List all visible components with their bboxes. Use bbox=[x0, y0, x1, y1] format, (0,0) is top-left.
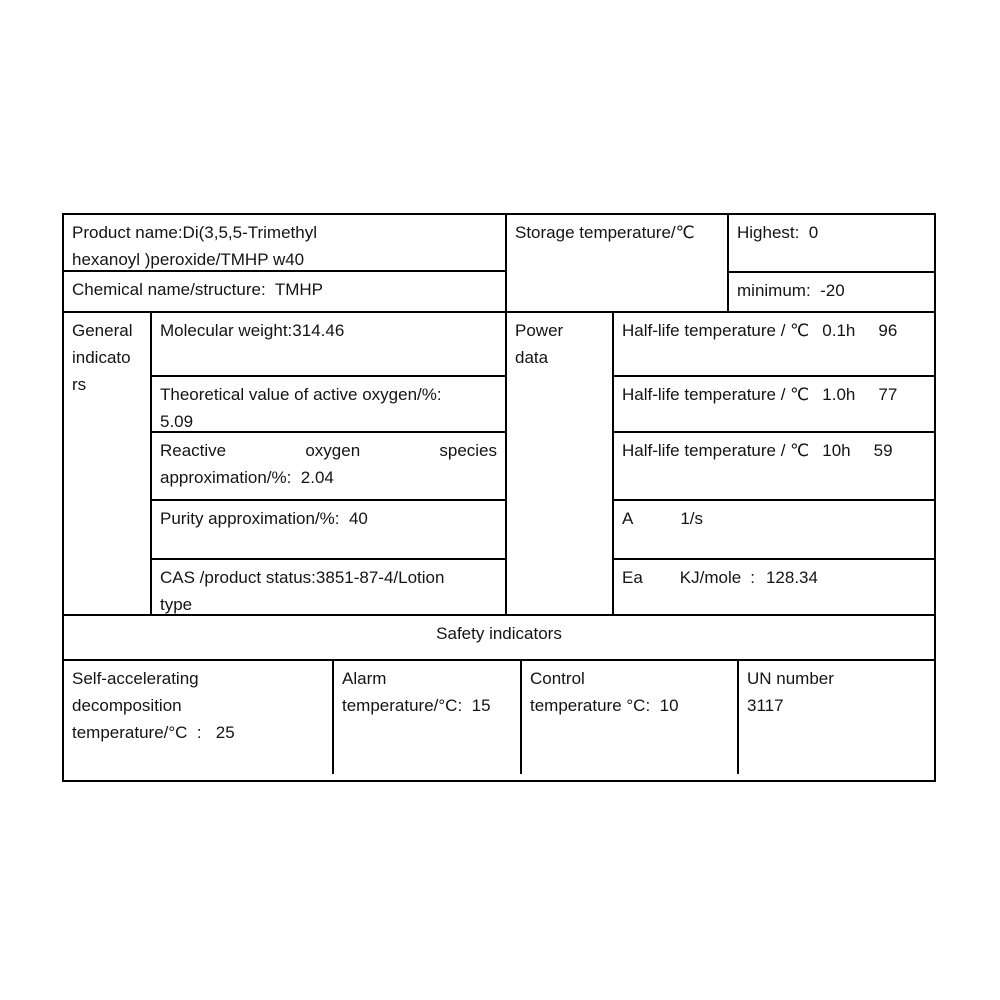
sadt-line-1: Self-accelerating bbox=[72, 669, 199, 688]
half-life-10hr-label: Half-life temperature / ℃ bbox=[622, 441, 810, 461]
cas-cell bbox=[152, 558, 505, 614]
sadt-content bbox=[64, 661, 332, 750]
product-name-line-1: Product name:Di(3,5,5-Trimethyl bbox=[72, 223, 318, 242]
column-storage-values bbox=[727, 215, 934, 311]
active-oxygen-line-1: Theoretical value of active oxygen/%: bbox=[160, 384, 442, 404]
sadt-line-3: temperature/°C : 25 bbox=[72, 723, 235, 742]
ea-cell bbox=[614, 558, 934, 614]
general-header-line-2: indicato bbox=[72, 348, 131, 367]
product-name-line-2: hexanoyl )peroxide/TMHP w40 bbox=[72, 250, 305, 269]
product-name-cell bbox=[64, 215, 505, 270]
active-oxygen-cell bbox=[152, 375, 505, 432]
control-temperature-content bbox=[522, 661, 737, 723]
safety-indicators-title: Safety indicators bbox=[436, 624, 562, 643]
chemical-name-text: Chemical name/structure: TMHP bbox=[72, 279, 323, 299]
alarm-temperature-content bbox=[334, 661, 520, 723]
half-life-10h-cell bbox=[614, 375, 934, 432]
alarm-line-2: temperature/°C: 15 bbox=[342, 696, 491, 715]
ea-value: 128.34 bbox=[765, 568, 818, 588]
sadt-line-2: decomposition bbox=[72, 696, 182, 715]
active-oxygen-line-2: 5.09 bbox=[160, 411, 194, 431]
un-number-content bbox=[739, 661, 934, 723]
spec-sheet bbox=[62, 213, 936, 782]
control-line-2: temperature °C: 10 bbox=[530, 696, 679, 715]
a-factor-unit: 1/s bbox=[680, 508, 704, 528]
storage-temperature-label-cell bbox=[507, 215, 727, 250]
molecular-weight-cell bbox=[152, 313, 505, 375]
ea-label: Ea bbox=[622, 568, 643, 588]
half-life-10hr-time: 10h bbox=[822, 441, 851, 461]
power-header-line-2: data bbox=[515, 348, 549, 367]
storage-highest-value: Highest: 0 bbox=[737, 223, 819, 242]
un-number-line-2: 3117 bbox=[747, 696, 784, 715]
storage-minimum-cell bbox=[729, 271, 934, 311]
reactive-oxygen-line-1: Reactive oxygen species bbox=[160, 441, 497, 461]
purity-text: Purity approximation/%: 40 bbox=[160, 508, 368, 528]
cas-line-1: CAS /product status:3851-87-4/Lotion bbox=[160, 568, 445, 588]
half-life-01h-cell bbox=[614, 313, 934, 375]
half-life-01h-time: 0.1h bbox=[822, 321, 856, 340]
general-header-line-1: General bbox=[72, 321, 133, 340]
chemical-spec-table bbox=[62, 213, 936, 782]
column-names bbox=[64, 215, 505, 311]
storage-highest-cell bbox=[729, 215, 934, 271]
chemical-name-cell bbox=[64, 270, 505, 311]
sadt-cell bbox=[64, 661, 332, 774]
half-life-10hr-cell bbox=[614, 431, 934, 499]
general-header-line-3: rs bbox=[72, 375, 87, 394]
half-life-01h-label: Half-life temperature / ℃ bbox=[622, 321, 810, 340]
control-line-1: Control bbox=[530, 669, 585, 688]
power-data-header-cell bbox=[505, 313, 612, 614]
a-factor-cell bbox=[614, 499, 934, 559]
cas-line-2: type bbox=[160, 595, 193, 614]
section-identity bbox=[64, 215, 934, 313]
ea-unit: KJ/mole bbox=[679, 568, 742, 588]
power-data-rows bbox=[612, 313, 934, 614]
half-life-10h-time: 1.0h bbox=[822, 384, 856, 404]
section-indicators bbox=[64, 313, 934, 616]
ea-separator: : bbox=[750, 568, 755, 588]
molecular-weight-text: Molecular weight:314.46 bbox=[160, 321, 345, 340]
power-header-line-1: Power bbox=[515, 321, 564, 340]
control-temperature-cell bbox=[520, 661, 737, 774]
half-life-10hr-value: 59 bbox=[873, 441, 893, 461]
half-life-10h-value: 77 bbox=[878, 384, 898, 404]
un-number-line-1: UN number bbox=[747, 669, 834, 688]
section-safety-header bbox=[64, 616, 934, 661]
column-storage bbox=[505, 215, 727, 311]
storage-minimum-value: minimum: -20 bbox=[737, 280, 845, 300]
alarm-temperature-cell bbox=[332, 661, 520, 774]
power-data-header bbox=[507, 313, 612, 375]
alarm-line-1: Alarm bbox=[342, 669, 387, 688]
safety-indicators-header-cell bbox=[64, 616, 934, 659]
general-indicator-rows bbox=[150, 313, 505, 614]
storage-temperature-label: Storage temperature/℃ bbox=[515, 223, 695, 242]
half-life-10h-label: Half-life temperature / ℃ bbox=[622, 384, 810, 404]
general-indicators-header bbox=[64, 313, 150, 402]
section-safety-values bbox=[64, 661, 934, 774]
reactive-oxygen-line-2: approximation/%: 2.04 bbox=[160, 468, 334, 488]
half-life-01h-value: 96 bbox=[878, 321, 898, 340]
purity-cell bbox=[152, 499, 505, 559]
general-indicators-header-cell bbox=[64, 313, 150, 614]
reactive-oxygen-cell bbox=[152, 431, 505, 499]
a-factor-label: A bbox=[622, 508, 634, 528]
un-number-cell bbox=[737, 661, 934, 774]
